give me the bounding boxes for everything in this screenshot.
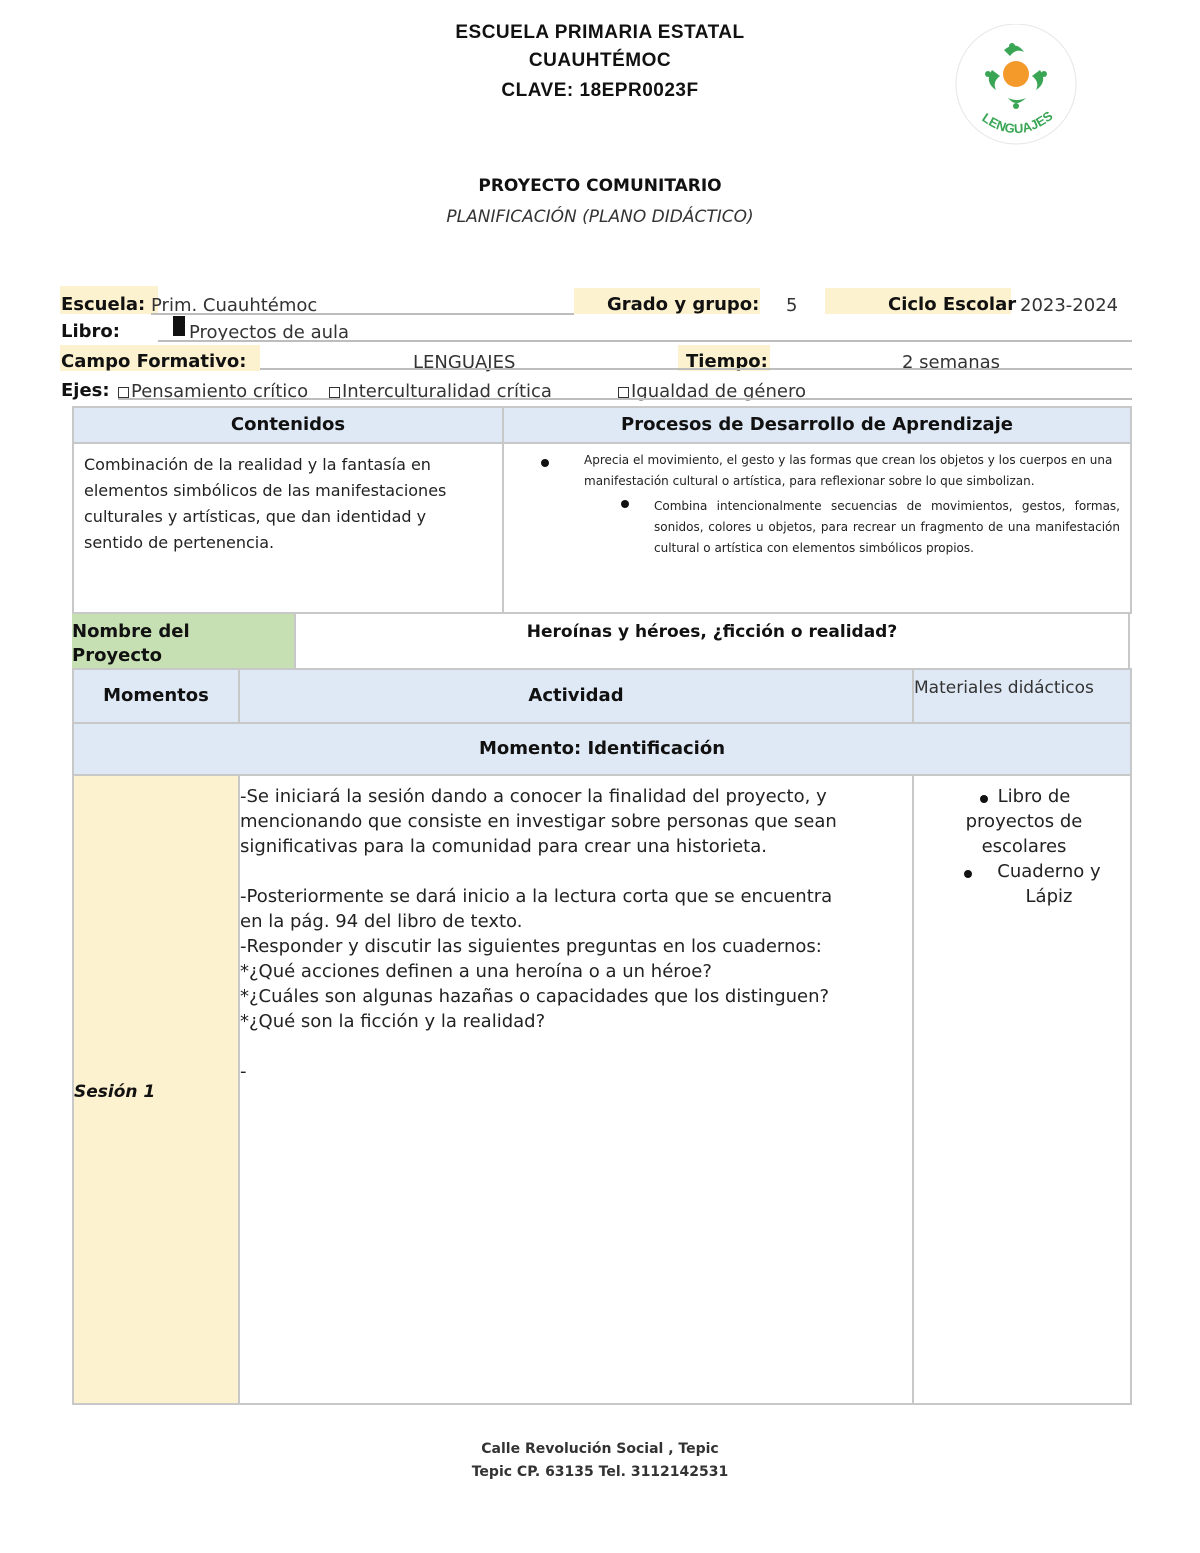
materiales-header: Materiales didácticos — [914, 678, 1094, 698]
school-clave: CLAVE: 18EPR0023F — [501, 80, 699, 101]
lenguajes-logo — [952, 24, 1080, 152]
libro-label: Libro: — [61, 321, 120, 342]
cursor-block — [173, 316, 185, 336]
session-label: Sesión 1 — [74, 1082, 156, 1102]
pda-item-2: Combina intencionalmente secuencias de movimientos, gestos, formas, sonidos, colores u objetos, para recrear un fragmento de una manifestación cultural o artística con elementos simbólicos propios. — [654, 499, 1120, 555]
campo-label: Campo Formativo: — [61, 351, 247, 372]
escuela-label: Escuela: — [61, 294, 146, 315]
tiempo-label: Tiempo: — [686, 351, 768, 372]
footer-address: Calle Revolución Social , Tepic — [481, 1441, 719, 1457]
project-subtitle: PLANIFICACIÓN (PLANO DIDÁCTICO) — [446, 207, 754, 227]
ciclo-value: 2023-2024 — [1020, 295, 1119, 316]
footer-contact: Tepic CP. 63135 Tel. 3112142531 — [471, 1464, 729, 1480]
project-title: PROYECTO COMUNITARIO — [478, 176, 722, 196]
activity-text: -Se iniciará la sesión dando a conocer la finalidad del proyecto, y mencionando que consiste en investigar sobre personas que sean significativas para la comunidad para crear una historieta. -Posteriormente se dará inicio a la lectura corta que se encuentra en la pág. 94 del libro de texto. -Responder y discutir las siguientes preguntas en los cuadernos: *¿Qué acciones definen a una heroína o a un héroe? *¿Cuáles son algunas hazañas o capacidades que los distinguen? *¿Qué son la ficción y la realidad? - — [240, 786, 837, 1082]
grado-label: Grado y grupo: — [607, 294, 760, 315]
grado-value: 5 — [786, 295, 798, 316]
ciclo-label: Ciclo Escolar — [888, 294, 1017, 315]
ejes-label: Ejes: — [61, 380, 110, 401]
svg-text:LENGUAJES — [979, 108, 1055, 136]
eje-interculturalidad: Interculturalidad crítica — [329, 381, 552, 402]
material-item-2: Cuaderno y Lápiz — [997, 861, 1101, 907]
campo-value: LENGUAJES — [413, 352, 516, 373]
tiempo-value: 2 semanas — [902, 352, 1001, 373]
contenido-text: Combinación de la realidad y la fantasía en elementos simbólicos de las manifestaciones culturales y artísticas, que dan identidad y sentido de pertenencia. — [84, 455, 447, 552]
material-item-1: Libro de proyectos de escolares — [965, 786, 1083, 857]
session-cell — [72, 774, 240, 1405]
escuela-value: Prim. Cuauhtémoc — [151, 295, 318, 316]
materiales-header-cell — [912, 668, 1132, 724]
project-name-label: Nombre del Proyecto — [72, 621, 190, 666]
school-name-line1: ESCUELA PRIMARIA ESTATAL — [455, 22, 745, 43]
project-name-cell — [294, 612, 1130, 670]
school-name-line2: CUAUHTÉMOC — [528, 50, 672, 71]
eje-pensamiento: Pensamiento crítico — [118, 381, 308, 402]
bullet-icon — [541, 459, 549, 467]
bullet-icon — [964, 870, 972, 878]
pda-cell — [502, 442, 1132, 614]
bullet-icon — [621, 500, 629, 508]
eje-igualdad: Igualdad de género — [618, 381, 806, 402]
project-name: Heroínas y héroes, ¿ficción o realidad? — [526, 622, 898, 642]
pda-header: Procesos de Desarrollo de Aprendizaje — [502, 406, 1132, 444]
materials-cell — [912, 774, 1132, 1405]
actividad-header: Actividad — [238, 668, 914, 724]
activity-cell — [238, 774, 914, 1405]
pda-item-1: Aprecia el movimiento, el gesto y las formas que crean los objetos y los cuerpos en una manifestación cultural o artística, para reflexionar sobre lo que simbolizan. — [584, 453, 1113, 488]
momento-row: Momento: Identificación — [72, 722, 1132, 776]
logo-text: LENGUAJES — [979, 108, 1056, 137]
libro-value: Proyectos de aula — [189, 322, 350, 343]
contenidos-header: Contenidos — [72, 406, 504, 444]
contenido-cell — [72, 442, 504, 614]
momentos-header: Momentos — [72, 668, 240, 724]
